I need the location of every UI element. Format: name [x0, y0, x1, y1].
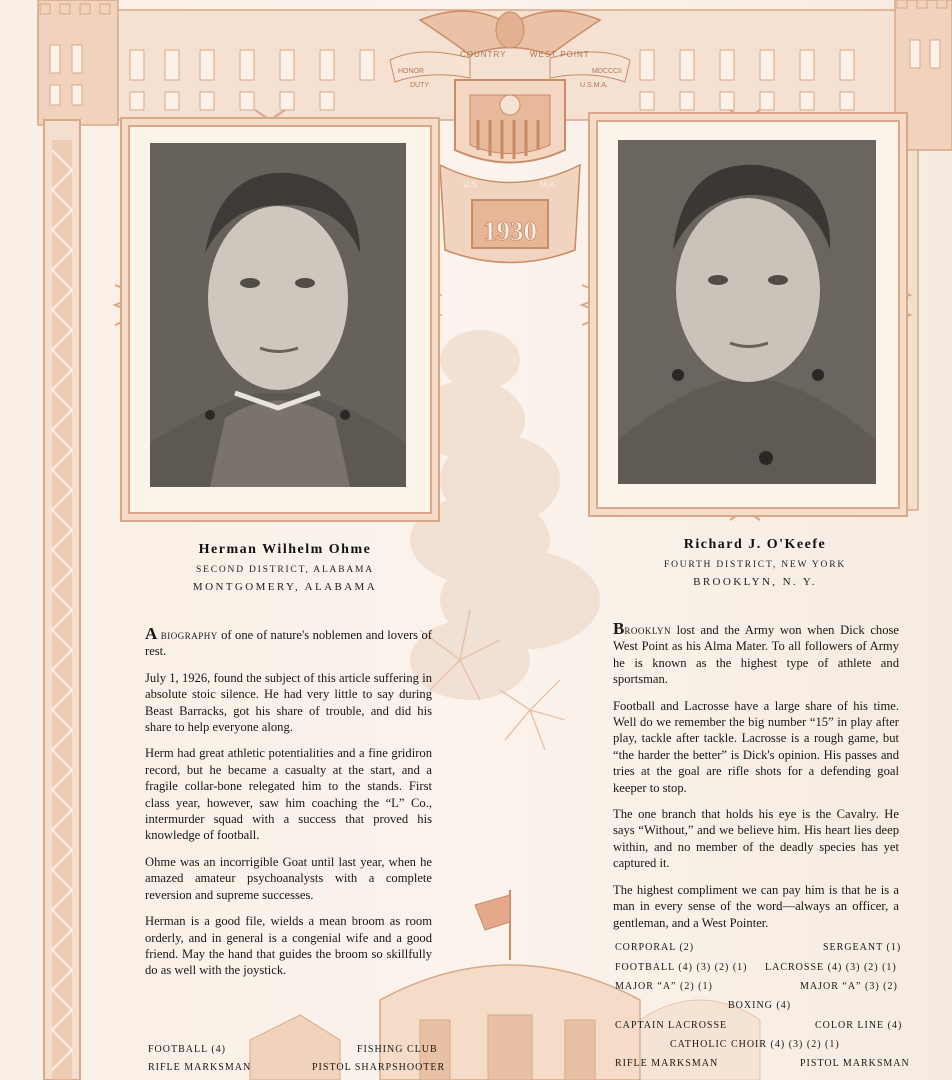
portrait-photo-okeefe [618, 140, 876, 484]
crest-shield-us: U.S. [463, 180, 479, 189]
crest-banner-right: WEST POINT [530, 50, 590, 59]
activity-item: BOXING (4) [728, 1000, 792, 1011]
activity-item: SERGEANT (1) [823, 942, 902, 953]
activity-item: LACROSSE (4) (3) (2) (1) [765, 962, 897, 973]
district-left: SECOND DISTRICT, ALABAMA [196, 565, 374, 575]
city-left: MONTGOMERY, ALABAMA [192, 581, 378, 593]
bio-lead-word: rooklyn [624, 623, 671, 637]
bio-paragraph: Herm had great athletic potentialities and a fine gridiron record, but he became a casualty at the start, and a fragile collar-bone relegated him to the stands. First class year, however, saw him coaching the “L” Co., intermurder squad with a success that proved his knowledge of football. [145, 746, 432, 843]
activity-item: MAJOR “A” (2) (1) [615, 981, 713, 992]
crest-year: 1930 [483, 216, 537, 246]
city-right: BROOKLYN, N. Y. [693, 576, 817, 588]
bio-paragraph [145, 626, 432, 660]
activity-item: CORPORAL (2) [615, 942, 695, 953]
crest-motto-usma: U.S.M.A. [580, 82, 609, 89]
bio-dropcap: B [613, 619, 625, 638]
activity-item: FOOTBALL (4) [148, 1044, 227, 1055]
biography-right [613, 621, 899, 941]
cadet-name-left: Herman Wilhelm Ohme [198, 542, 372, 557]
activity-item: MAJOR “A” (3) (2) [800, 981, 898, 992]
activity-item: CATHOLIC CHOIR (4) (3) (2) (1) [670, 1039, 840, 1050]
bio-dropcap: A [145, 624, 158, 643]
bio-paragraph: Ohme was an incorrigible Goat until last year, when he amazed amateur psychoanalysts with a complete reversion and supreme successes. [145, 854, 432, 902]
activity-item: FOOTBALL (4) (3) (2) (1) [615, 962, 748, 973]
bio-lead-text: lost and the Army won when Dick chose West Point as his Alma Mater. To all followers of Army he is known as the highest type of athlete and sportsman. [613, 623, 899, 687]
activity-item: PISTOL SHARPSHOOTER [312, 1062, 446, 1073]
bio-lead-word: biography [160, 628, 218, 642]
bio-paragraph: The one branch that holds his eye is the Cavalry. He says “Without,” and we believe him. His heart lies deep within, and no member of the deadly species has yet captured it. [613, 807, 899, 871]
bio-paragraph [613, 621, 899, 688]
district-right: FOURTH DISTRICT, NEW YORK [663, 560, 846, 570]
cadet-name-right: Richard J. O'Keefe [683, 537, 827, 552]
activity-item: CAPTAIN LACROSSE [615, 1020, 728, 1031]
bio-paragraph: July 1, 1926, found the subject of this article suffering in absolute stoic silence. He had very little to say during Beast Barracks, got his share of trouble, and did his share to help everyone along. [145, 670, 432, 735]
bio-paragraph: Football and Lacrosse have a large share of his time. Well do we remember the big number “15” in play after play, tackle after tackle. Lacrosse is a rough game, but “the harder the better” is Dick's opinion. His passes and tries at the goal are rifle shots for a defending goal keeper to stop. [613, 698, 899, 795]
crest-motto-year: MDCCCII [592, 68, 622, 75]
crest-banner-left: COUNTRY [460, 50, 507, 59]
activity-item: PISTOL MARKSMAN [800, 1058, 910, 1069]
portrait-photo-ohme [150, 143, 406, 487]
crest-motto-duty: DUTY [410, 82, 430, 89]
activity-item: COLOR LINE (4) [815, 1020, 903, 1031]
crest-shield-ma: M.A. [540, 180, 557, 189]
activity-item: RIFLE MARKSMAN [615, 1058, 719, 1069]
activity-item: RIFLE MARKSMAN [148, 1062, 252, 1073]
crest-motto-honor: HONOR [398, 68, 425, 75]
activity-item: FISHING CLUB [357, 1044, 438, 1055]
bio-paragraph: Herman is a good file, wields a mean broom as room orderly, and in general is a congenial wife and a good friend. May the hand that guides the broom so skillfully do as well with the joystick. [145, 914, 432, 978]
biography-left [145, 626, 432, 989]
bio-paragraph: The highest compliment we can pay him is that he is a man in every sense of the word—always an officer, a gentleman, and a West Pointer. [613, 882, 899, 930]
bio-lead-text: of one of nature's noblemen and lovers of rest. [145, 628, 432, 659]
